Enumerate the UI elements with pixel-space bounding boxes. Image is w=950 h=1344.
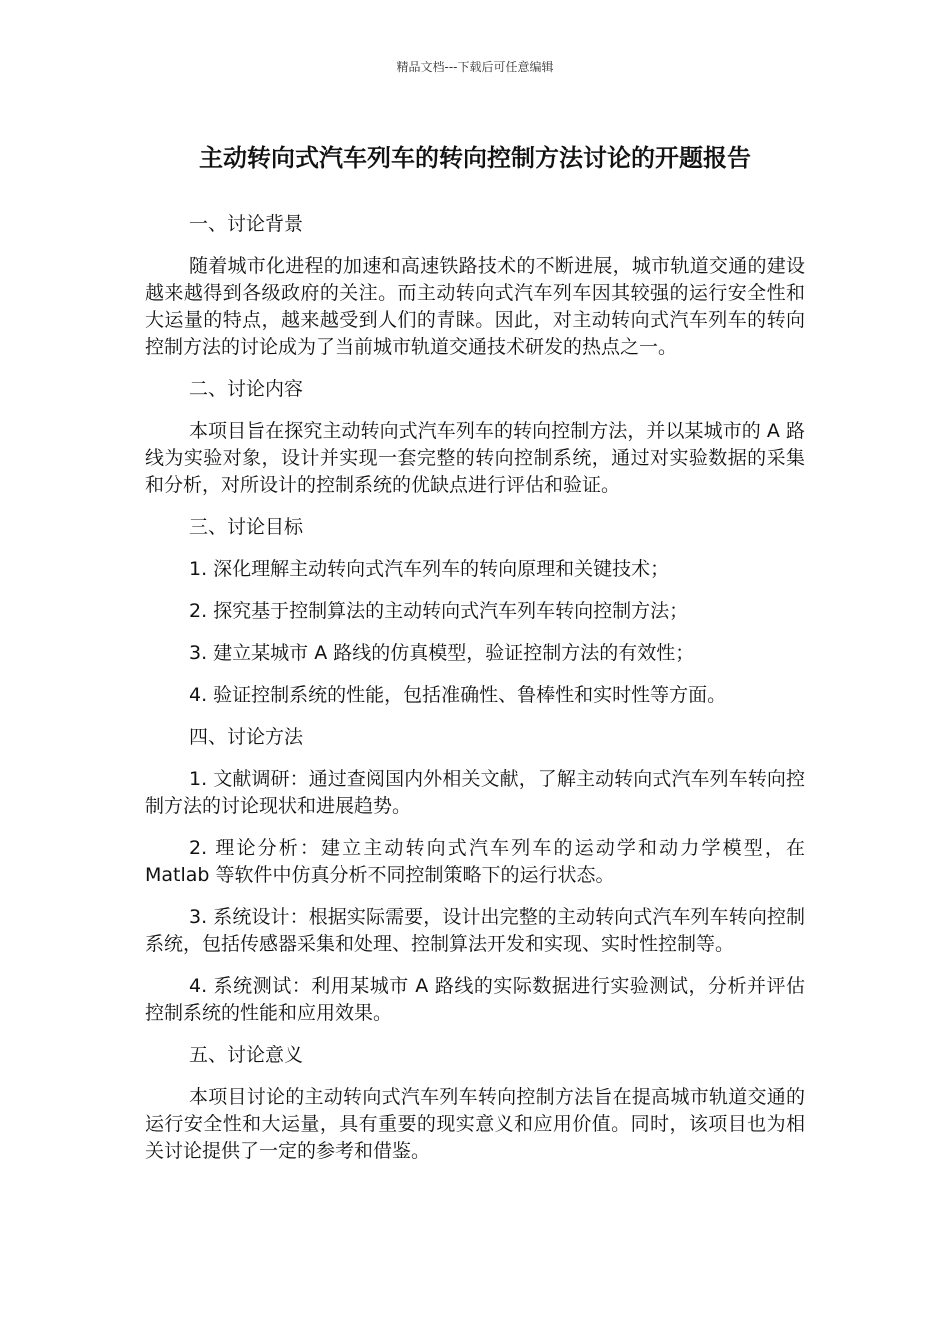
- method-item-1: 1. 文献调研：通过查阅国内外相关文献，了解主动转向式汽车列车转向控制方法的讨论现状和进展趋势。: [145, 768, 805, 817]
- section-heading-goals: 三、讨论目标: [189, 516, 304, 538]
- method-item-2: 2. 理论分析：建立主动转向式汽车列车的运动学和动力学模型，在 Matlab 等软件中仿真分析不同控制策略下的运行状态。: [145, 837, 805, 886]
- goal-item-2: 2. 探究基于控制算法的主动转向式汽车列车转向控制方法；: [189, 600, 689, 622]
- section-heading-significance: 五、讨论意义: [189, 1044, 304, 1066]
- header-note: 精品文档---下载后可任意编辑: [396, 60, 554, 74]
- section-heading-background: 一、讨论背景: [189, 213, 304, 235]
- document-body: [145, 211, 805, 1180]
- goal-item-3: 3. 建立某城市 A 路线的仿真模型，验证控制方法的有效性；: [189, 642, 695, 664]
- document-title: 主动转向式汽车列车的转向控制方法讨论的开题报告: [199, 144, 751, 172]
- section-heading-content: 二、讨论内容: [189, 378, 304, 400]
- significance-paragraph: 本项目讨论的主动转向式汽车列车转向控制方法旨在提高城市轨道交通的运行安全性和大运量，具有重要的现实意义和应用价值。同时，该项目也为相关讨论提供了一定的参考和借鉴。: [145, 1086, 805, 1162]
- goal-item-1: 1. 深化理解主动转向式汽车列车的转向原理和关键技术；: [189, 558, 670, 580]
- background-paragraph: 随着城市化进程的加速和高速铁路技术的不断进展，城市轨道交通的建设越来越得到各级政府的关注。而主动转向式汽车列车因其较强的运行安全性和大运量的特点，越来越受到人们的青睐。因此，对主动转向式汽车列车的转向控制方法的讨论成为了当前城市轨道交通技术研发的热点之一。: [145, 255, 805, 358]
- goal-item-4: 4. 验证控制系统的性能，包括准确性、鲁棒性和实时性等方面。: [189, 684, 727, 706]
- method-item-4: 4. 系统测试：利用某城市 A 路线的实际数据进行实验测试，分析并评估控制系统的性能和应用效果。: [145, 975, 805, 1024]
- section-heading-methods: 四、讨论方法: [189, 726, 304, 748]
- content-paragraph: 本项目旨在探究主动转向式汽车列车的转向控制方法，并以某城市的 A 路线为实验对象，设计并实现一套完整的转向控制系统，通过对实验数据的采集和分析，对所设计的控制系统的优缺点进行评估和验证。: [145, 420, 805, 496]
- method-item-3: 3. 系统设计：根据实际需要，设计出完整的主动转向式汽车列车转向控制系统，包括传感器采集和处理、控制算法开发和实现、实时性控制等。: [145, 906, 805, 955]
